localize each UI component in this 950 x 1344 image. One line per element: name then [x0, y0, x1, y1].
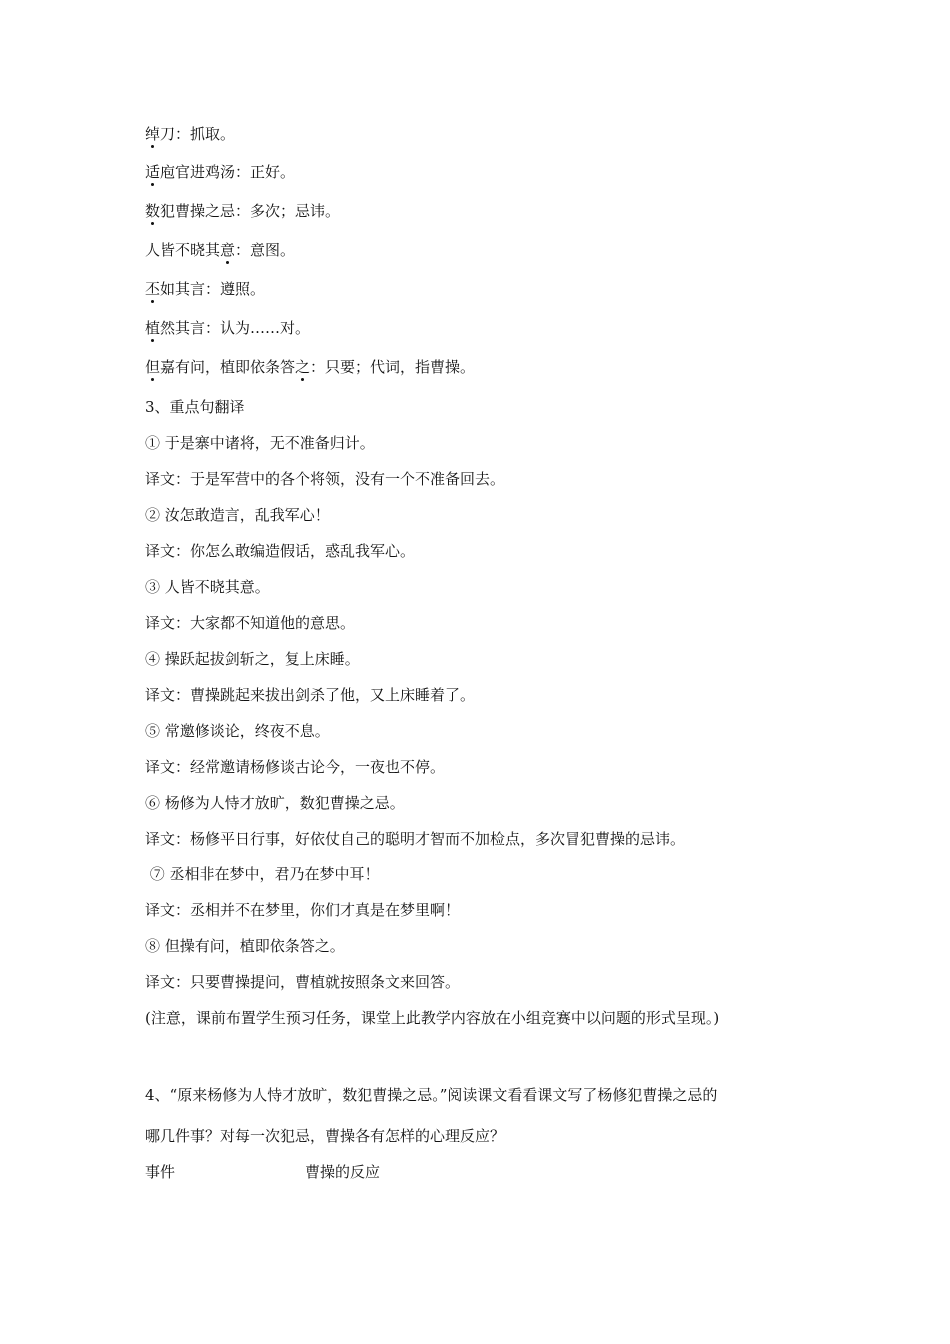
sentence-original: ② 汝怎敢造言，乱我军心！ — [145, 506, 330, 524]
emphasis-char: 绰 — [145, 125, 161, 143]
vocab-text: 嘉有问，植即依条答 — [160, 358, 296, 376]
teaching-note: (注意，课前布置学生预习任务，课堂上此教学内容放在小组竞赛中以问题的形式呈现。) — [145, 1009, 720, 1027]
vocab-definition: ：只要；代词，指曹操。 — [310, 358, 476, 376]
emphasis-char: 之 — [295, 358, 311, 376]
vocab-item — [145, 279, 265, 299]
vocab-definition: 庖官进鸡汤：正好。 — [160, 163, 296, 181]
sentence-original: ⑤ 常邀修谈论，终夜不息。 — [145, 722, 330, 740]
sentence-translation: 译文：于是军营中的各个将领，没有一个不准备回去。 — [145, 470, 506, 488]
sentence-original: ③ 人皆不晓其意。 — [145, 578, 270, 596]
vocab-text: 人皆不晓其 — [145, 241, 221, 259]
vocab-item — [145, 201, 340, 221]
sentence-original: ⑦ 丞相非在梦中，君乃在梦中耳！ — [145, 865, 380, 883]
sentence-translation: 译文：曹操跳起来拔出剑杀了他，又上床睡着了。 — [145, 686, 476, 704]
vocab-definition: 然其言：认为……对。 — [160, 319, 311, 337]
sentence-original: ⑥ 杨修为人恃才放旷，数犯曹操之忌。 — [145, 794, 405, 812]
sentence-translation: 译文：杨修平日行事，好依仗自己的聪明才智而不加检点，多次冒犯曹操的忌讳。 — [145, 830, 686, 848]
emphasis-char: 适 — [145, 163, 161, 181]
question-text: 4、“原来杨修为人恃才放旷，数犯曹操之忌。”阅读课文看看课文写了杨修犯曹操之忌的 — [145, 1086, 718, 1104]
vocab-item — [145, 240, 295, 260]
emphasis-char: 意 — [220, 241, 236, 259]
vocab-definition: 如其言：遵照。 — [160, 280, 266, 298]
section-heading: 3、重点句翻译 — [145, 398, 245, 416]
vocab-definition: 刀：抓取。 — [160, 125, 236, 143]
vocab-definition: ：意图。 — [235, 241, 296, 259]
sentence-original: ① 于是寨中诸将，无不准备归计。 — [145, 434, 375, 452]
sentence-translation: 译文：丞相并不在梦里，你们才真是在梦里啊！ — [145, 901, 461, 919]
sentence-translation: 译文：你怎么敢编造假话，惑乱我军心。 — [145, 542, 416, 560]
sentence-translation: 译文：大家都不知道他的意思。 — [145, 614, 356, 632]
sentence-original: ④ 操跃起拔剑斩之，复上床睡。 — [145, 650, 360, 668]
table-header-event: 事件 — [145, 1163, 176, 1181]
table-header-reaction: 曹操的反应 — [305, 1163, 381, 1181]
vocab-item — [145, 162, 295, 182]
table-header — [145, 1162, 380, 1182]
vocab-item — [145, 357, 475, 377]
vocab-item — [145, 124, 235, 144]
vocab-definition: 犯曹操之忌：多次；忌讳。 — [160, 202, 341, 220]
sentence-original: ⑧ 但操有问，植即依条答之。 — [145, 937, 345, 955]
question-text: 哪几件事？对每一次犯忌，曹操各有怎样的心理反应？ — [145, 1127, 506, 1145]
emphasis-char: 丕 — [145, 280, 161, 298]
emphasis-char: 但 — [145, 358, 161, 376]
emphasis-char: 数 — [145, 202, 161, 220]
sentence-translation: 译文：只要曹操提问，曹植就按照条文来回答。 — [145, 973, 461, 991]
sentence-translation: 译文：经常邀请杨修谈古论今，一夜也不停。 — [145, 758, 446, 776]
vocab-item — [145, 318, 310, 338]
emphasis-char: 植 — [145, 319, 161, 337]
